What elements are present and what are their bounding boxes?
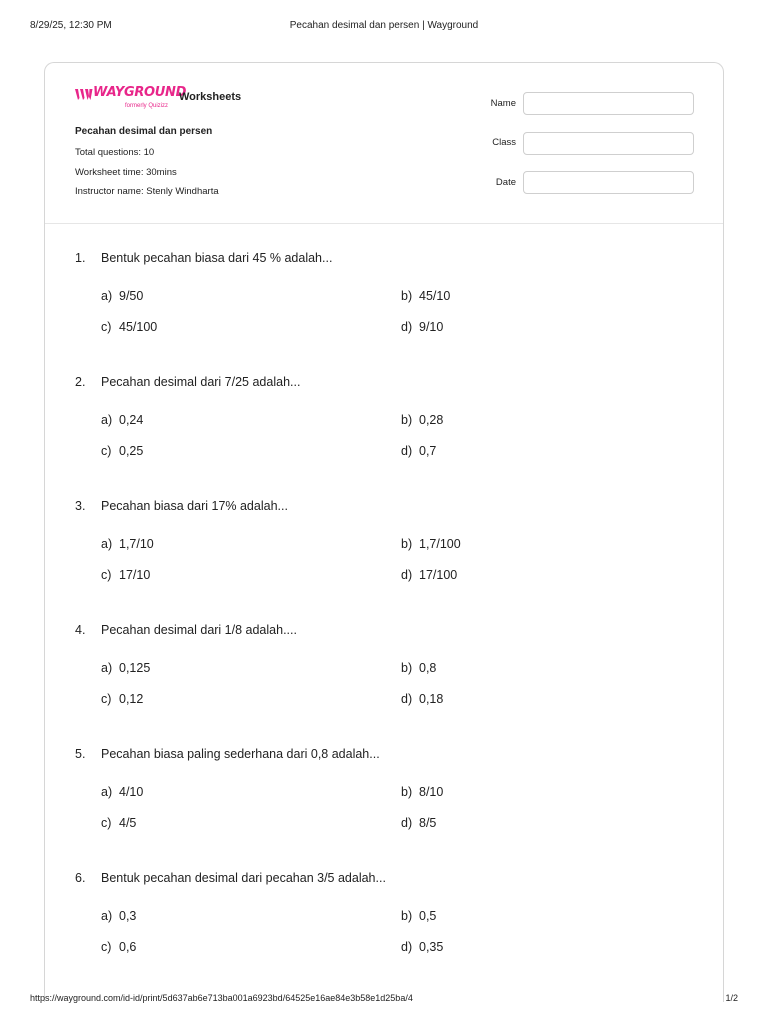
option-a[interactable] — [101, 661, 150, 675]
option-letter: d) — [401, 940, 413, 954]
print-page-number: 1/2 — [725, 993, 738, 1003]
option-text: 45/100 — [119, 320, 158, 334]
class-label: Class — [492, 137, 516, 148]
option-letter: a) — [101, 537, 113, 551]
option-text: 8/10 — [419, 785, 444, 799]
worksheet-card — [44, 62, 724, 1002]
logo-wordmark: WAYGROUND — [93, 85, 187, 100]
question-text: Pecahan desimal dari 7/25 adalah... — [101, 375, 301, 389]
option-letter: d) — [401, 816, 413, 830]
product-label: Worksheets — [179, 91, 242, 103]
question-number: 4. — [75, 623, 86, 637]
option-letter: b) — [401, 661, 413, 675]
question-text: Pecahan biasa paling sederhana dari 0,8 adalah... — [101, 747, 380, 761]
option-a[interactable] — [101, 909, 136, 923]
option-letter: a) — [101, 661, 113, 675]
print-datetime: 8/29/25, 12:30 PM — [30, 20, 112, 31]
option-text: 17/10 — [119, 568, 151, 582]
option-text: 0,12 — [119, 692, 144, 706]
option-c[interactable] — [101, 568, 150, 582]
option-c[interactable] — [101, 816, 136, 830]
instructor-name: Instructor name: Stenly Windharta — [75, 186, 219, 197]
question-number: 3. — [75, 499, 86, 513]
question-6 — [75, 871, 695, 981]
option-d[interactable] — [401, 692, 443, 706]
option-d[interactable] — [401, 320, 443, 334]
option-d[interactable] — [401, 444, 436, 458]
wayground-logo-icon — [75, 88, 93, 101]
option-text: 0,6 — [119, 940, 137, 954]
option-b[interactable] — [401, 537, 461, 551]
option-d[interactable] — [401, 568, 457, 582]
option-letter: c) — [101, 320, 112, 334]
option-letter: b) — [401, 909, 413, 923]
option-text: 0,28 — [419, 413, 444, 427]
option-text: 0,18 — [419, 692, 444, 706]
class-field[interactable] — [523, 132, 694, 155]
question-number: 5. — [75, 747, 86, 761]
option-b[interactable] — [401, 661, 436, 675]
question-4 — [75, 623, 695, 733]
option-text: 0,35 — [419, 940, 444, 954]
option-text: 0,7 — [419, 444, 437, 458]
option-text: 4/5 — [119, 816, 137, 830]
option-letter: d) — [401, 320, 413, 334]
option-letter: d) — [401, 692, 413, 706]
worksheet-header — [45, 63, 723, 224]
option-a[interactable] — [101, 413, 143, 427]
question-text: Bentuk pecahan desimal dari pecahan 3/5 adalah... — [101, 871, 386, 885]
worksheet-time: Worksheet time: 30mins — [75, 167, 177, 178]
option-letter: a) — [101, 909, 113, 923]
option-letter: b) — [401, 537, 413, 551]
option-letter: a) — [101, 289, 113, 303]
option-text: 0,8 — [419, 661, 437, 675]
option-b[interactable] — [401, 909, 436, 923]
option-text: 17/100 — [419, 568, 458, 582]
option-letter: b) — [401, 289, 413, 303]
option-c[interactable] — [101, 320, 157, 334]
print-url: https://wayground.com/id-id/print/5d637ab6e713ba001a6923bd/64525e16ae84e3b58e1d25ba/4 — [30, 993, 413, 1003]
print-page-title: Pecahan desimal dan persen | Wayground — [289, 20, 479, 31]
option-letter: d) — [401, 444, 413, 458]
option-letter: c) — [101, 444, 112, 458]
option-a[interactable] — [101, 289, 143, 303]
option-text: 1,7/100 — [419, 537, 461, 551]
option-text: 4/10 — [119, 785, 144, 799]
option-text: 0,24 — [119, 413, 144, 427]
option-text: 0,3 — [119, 909, 137, 923]
option-d[interactable] — [401, 816, 436, 830]
option-letter: b) — [401, 785, 413, 799]
option-letter: c) — [101, 816, 112, 830]
date-field[interactable] — [523, 171, 694, 194]
option-text: 0,125 — [119, 661, 151, 675]
option-letter: a) — [101, 785, 113, 799]
name-label: Name — [490, 98, 516, 109]
question-text: Bentuk pecahan biasa dari 45 % adalah... — [101, 251, 333, 265]
option-text: 8/5 — [419, 816, 437, 830]
option-b[interactable] — [401, 785, 443, 799]
logo-subtitle: formerly Quizizz — [125, 103, 169, 109]
question-2 — [75, 375, 695, 485]
option-text: 1,7/10 — [119, 537, 154, 551]
option-c[interactable] — [101, 940, 136, 954]
option-letter: c) — [101, 692, 112, 706]
worksheet-title: Pecahan desimal dan persen — [75, 126, 213, 137]
option-c[interactable] — [101, 444, 143, 458]
option-letter: c) — [101, 940, 112, 954]
option-text: 45/10 — [419, 289, 451, 303]
question-number: 1. — [75, 251, 86, 265]
option-text: 0,5 — [419, 909, 437, 923]
option-text: 9/10 — [419, 320, 444, 334]
option-b[interactable] — [401, 413, 443, 427]
option-text: 9/50 — [119, 289, 144, 303]
option-letter: a) — [101, 413, 113, 427]
name-field[interactable] — [523, 92, 694, 115]
option-c[interactable] — [101, 692, 143, 706]
option-letter: b) — [401, 413, 413, 427]
total-questions: Total questions: 10 — [75, 147, 155, 158]
option-d[interactable] — [401, 940, 443, 954]
option-text: 0,25 — [119, 444, 144, 458]
question-1 — [75, 251, 695, 361]
question-number: 2. — [75, 375, 86, 389]
date-label: Date — [495, 177, 516, 188]
question-3 — [75, 499, 695, 609]
option-letter: d) — [401, 568, 413, 582]
option-b[interactable] — [401, 289, 450, 303]
question-text: Pecahan desimal dari 1/8 adalah.... — [101, 623, 297, 637]
question-number: 6. — [75, 871, 86, 885]
option-a[interactable] — [101, 785, 143, 799]
question-5 — [75, 747, 695, 857]
option-a[interactable] — [101, 537, 154, 551]
question-text: Pecahan biasa dari 17% adalah... — [101, 499, 288, 513]
option-letter: c) — [101, 568, 112, 582]
